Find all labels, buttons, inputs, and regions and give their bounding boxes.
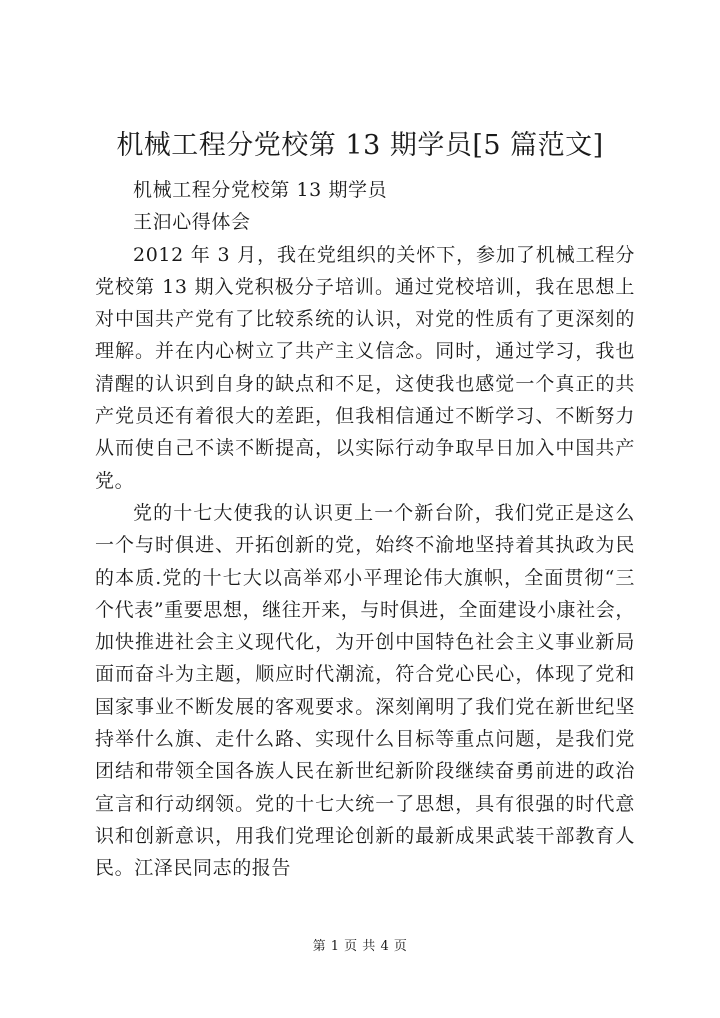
page-footer: 第 1 页 共 4 页: [312, 939, 408, 954]
document-body: [95, 174, 635, 885]
author-line: 王汩心得体会: [133, 211, 251, 234]
paragraph: 2012 年 3 月，我在党组织的关怀下，参加了机械工程分党校第 13 期入党积极分子培训。通过党校培训，我在思想上对中国共产党有了比较系统的认识，对党的性质有了更深刻的理解。并在内心树立了共产主义信念。同时，通过学习，我也清醒的认识到自身的缺点和不足，这使我也感觉一个真正的共产党员还有着很大的差距，但我相信通过不断学习、不断努力从而使自己不读不断提高，以实际行动争取早日加入中国共产党。: [95, 243, 635, 492]
subtitle-line: 机械工程分党校第 13 期学员: [133, 179, 388, 201]
paragraph: 党的十七大使我的认识更上一个新台阶，我们党正是这么一个与时俱进、开拓创新的党，始终不渝地坚持着其执政为民的本质.党的十七大以高举邓小平理论伟大旗帜，全面贯彻“三个代表”重要思想，继往开来，与时俱进，全面建设小康社会，加快推进社会主义现代化，为开创中国特色社会主义事业新局面而奋斗为主题，顺应时代潮流，符合党心民心，体现了党和国家事业不断发展的客观要求。深刻阐明了我们党在新世纪坚持举什么旗、走什么路、实现什么目标等重点问题，是我们党团结和带领全国各族人民在新世纪新阶段继续奋勇前进的政治宣言和行动纲领。党的十七大统一了思想，具有很强的时代意识和创新意识，用我们党理论创新的最新成果武装干部教育人民。江泽民同志的报告: [95, 501, 635, 880]
document-title: 机械工程分党校第 13 期学员[5 篇范文]: [116, 130, 604, 161]
